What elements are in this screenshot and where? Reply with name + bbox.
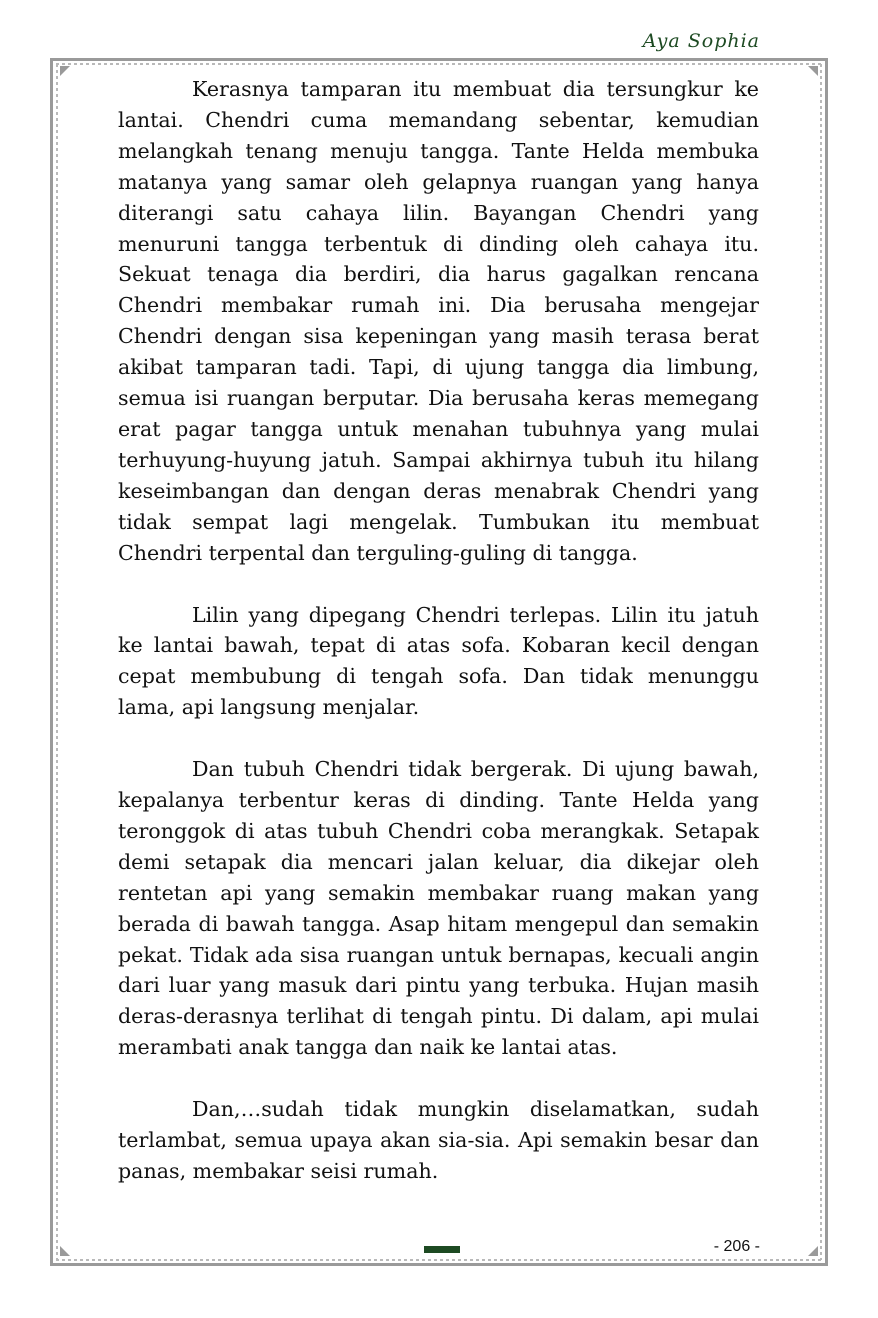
frame-corner-bottom-left bbox=[60, 1246, 70, 1256]
footer-accent-bar bbox=[424, 1246, 460, 1253]
running-header-title: Aya Sophia bbox=[642, 30, 760, 52]
frame-corner-bottom-right bbox=[808, 1246, 818, 1256]
page-number: - 206 - bbox=[713, 1238, 760, 1255]
frame-top-line bbox=[50, 58, 828, 61]
frame-top-dots bbox=[56, 63, 822, 65]
paragraph-2: Lilin yang dipegang Chendri terlepas. Lilin itu jatuh ke lantai bawah, tepat di atas sofa. Kobaran kecil dengan cepat membubung di tengah sofa. Dan tidak menunggu lama, api langsung menjalar. bbox=[118, 602, 759, 720]
frame-corner-top-left bbox=[60, 66, 70, 76]
frame-right-line bbox=[825, 58, 828, 1266]
paragraph-1: Kerasnya tamparan itu membuat dia tersungkur ke lantai. Chendri cuma memandang sebentar, kemudian melangkah tenang menuju tangga. Tante Helda membuka matanya yang samar oleh gelapnya ruangan yang hanya diterangi satu cahaya lilin. Bayangan Chendri yang menuruni tangga terbentuk di dinding oleh cahaya itu. Sekuat tenaga dia berdiri, dia harus gagalkan rencana Chendri membakar rumah ini. Dia berusaha mengejar Chendri dengan sisa kepeningan yang masih terasa berat akibat tamparan tadi. Tapi, di ujung tangga dia limbung, semua isi ruangan berputar. Dia berusaha keras memegang erat pagar tangga untuk menahan tubuhnya yang mulai terhuyung-huyung jatuh. Sampai akhirnya tubuh itu hilang keseimbangan dan dengan deras menabrak Chendri yang tidak sempat lagi mengelak. Tumbukan itu membuat Chendri terpental dan terguling-guling di tangga. bbox=[118, 77, 759, 565]
frame-bottom-line bbox=[50, 1263, 828, 1266]
frame-left-dots bbox=[56, 64, 58, 1260]
frame-bottom-dots bbox=[56, 1259, 822, 1261]
paragraph-4: Dan,…sudah tidak mungkin diselamatkan, sudah terlambat, semua upaya akan sia-sia. Api semakin besar dan panas, membakar seisi rumah. bbox=[118, 1097, 759, 1183]
frame-left-line bbox=[50, 58, 53, 1266]
frame-corner-top-right bbox=[808, 66, 818, 76]
paragraph-3: Dan tubuh Chendri tidak bergerak. Di ujung bawah, kepalanya terbentur keras di dinding. Tante Helda yang teronggok di atas tubuh Chendri coba merangkak. Setapak demi setapak dia mencari jalan keluar, dia dikejar oleh rentetan api yang semakin membakar ruang makan yang berada di bawah tangga. Asap hitam mengepul dan semakin pekat. Tidak ada sisa ruangan untuk bernapas, kecuali angin dari luar yang masuk dari pintu yang terbuka. Hujan masih deras-derasnya terlihat di tengah pintu. Di dalam, api mulai merambati anak tangga dan naik ke lantai atas. bbox=[118, 757, 759, 1060]
page-body-text bbox=[118, 74, 759, 1218]
frame-right-dots bbox=[820, 64, 822, 1260]
